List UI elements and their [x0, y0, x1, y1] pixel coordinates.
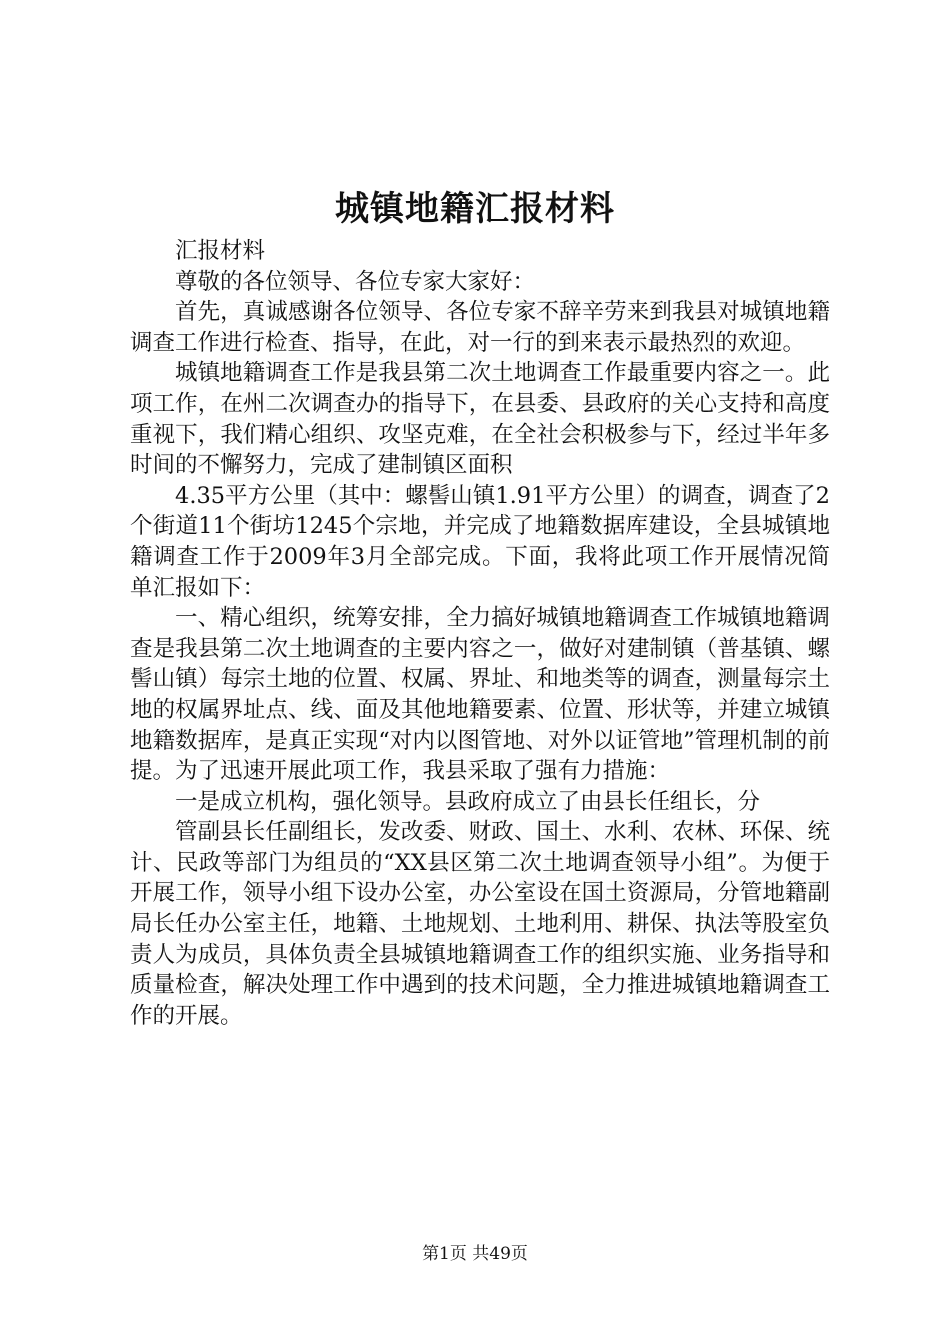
document-title: 城镇地籍汇报材料 — [335, 189, 615, 229]
paragraph: 一、精心组织，统筹安排，全力搞好城镇地籍调查工作城镇地籍调查是我县第二次土地调查的主要内容之一，做好对建制镇（普基镇、螺髻山镇）每宗土地的位置、权属、界址、和地类等的调查，测量每宗土地的权属界址点、线、面及其他地籍要素、位置、形状等，并建立城镇地籍数据库，是真正实现“对内以图管地、对外以证管地”管理机制的前提。为了迅速开展此项工作，我县采取了强有力措施： — [130, 605, 830, 785]
paragraph: 管副县长任副组长，发改委、财政、国土、水利、农林、环保、统计、民政等部门为组员的“XX县区第二次土地调查领导小组”。为便于开展工作，领导小组下设办公室，办公室设在国土资源局，分管地籍副局长任办公室主任，地籍、土地规划、土地利用、耕保、执法等股室负责人为成员，具体负责全县城镇地籍调查工作的组织实施、业务指导和质量检查，解决处理工作中遇到的技术问题，全力推进城镇地籍调查工作的开展。 — [130, 819, 830, 1029]
page-footer: 第1页 共49页 — [422, 1244, 528, 1264]
document-body — [130, 236, 830, 1031]
paragraph: 一是成立机构，强化领导。县政府成立了由县长任组长，分 — [175, 788, 761, 815]
paragraph: 首先，真诚感谢各位领导、各位专家不辞辛劳来到我县对城镇地籍调查工作进行检查、指导，在此，对一行的到来表示最热烈的欢迎。 — [130, 299, 830, 356]
paragraph: 4.35平方公里（其中：螺髻山镇1.91平方公里）的调查，调查了2个街道11个街坊1245个宗地，并完成了地籍数据库建设，全县城镇地籍调查工作于2009年3月全部完成。下面，我将此项工作开展情况简单汇报如下： — [130, 482, 830, 601]
paragraph: 城镇地籍调查工作是我县第二次土地调查工作最重要内容之一。此项工作，在州二次调查办的指导下，在县委、县政府的关心支持和高度重视下，我们精心组织、攻坚克难，在全社会积极参与下，经过半年多时间的不懈努力，完成了建制镇区面积 — [130, 360, 830, 479]
paragraph: 尊敬的各位领导、各位专家大家好： — [175, 268, 536, 295]
paragraph: 汇报材料 — [175, 238, 266, 264]
